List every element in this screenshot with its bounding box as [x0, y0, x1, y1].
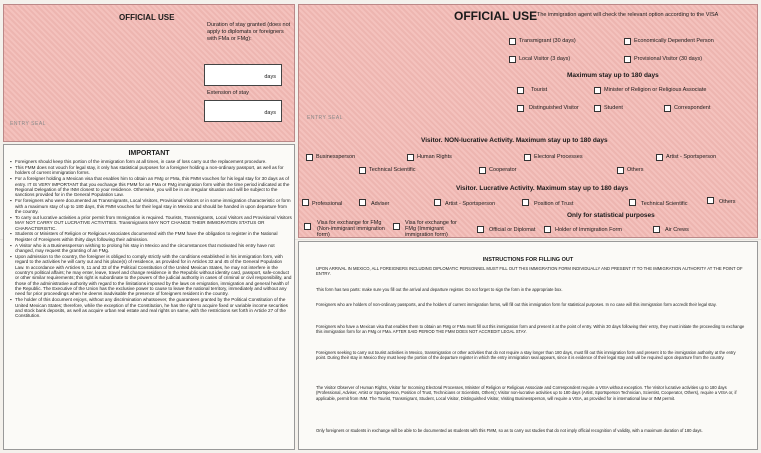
label-minister: Minister of Religion or Religious Associate — [604, 87, 707, 93]
checkbox-artist-sports-2[interactable] — [434, 199, 441, 206]
label-distinguished: Distinguished Visitor — [529, 105, 579, 111]
checkbox-student[interactable] — [594, 105, 601, 112]
label-visa-exchange-non: Visa for exchange for FMg (Non-immigrant immigration form) — [317, 220, 385, 238]
official-use-left-panel — [3, 4, 295, 142]
label-tourist: Tourist — [531, 87, 548, 93]
label-local-visitor: Local Visitor (3 days) — [519, 56, 571, 62]
important-item: ▪ This FMM does not vouch for legal stay, it only has statistical purposes for a foreigner holding a non-ordinary passport, as well as for holders of current immigration forms. — [10, 165, 292, 176]
instruction-paragraph: The Visitor Observer of Human Rights, Visitor for Incoming Electoral Processes, Minister of Religion or Religious Associate and Correspondent require a VISA without exception. The Visitor lucrative activities up to 180 days (Professional, Adviser, Artist or Sportsperson, Position of Trust, Technicians or Scientists, Others); Visitor non-lucrative activities up to 180 days (Artist, Sportsperson Technician, Scientist, Cooperator, Others), require a VISA or, if applicable, permit from INM. The Tourist, Transmigrant, Student, Local Visitor, Distinguished Visitor, Visiting Businessperson, will require a VISA, as provided for in international law or INM permit. — [316, 385, 737, 401]
important-item: ▪ For a foreigner holding a Mexican visa that enables him to obtain an FMg or FMa, this FMM vouches for his legal stay for 30 days as of entry. IT IS VERY IMPORTANT that you exchange this FMM for an FMa or FMg immigration form within the time period indicated at the Regional Delegation of the INM closest to your residence. Otherwise, you will be in an irregular situation and will be subject to the sanctions provided for in the General Population Law. — [10, 176, 292, 197]
extension-of-stay-field[interactable] — [204, 100, 282, 122]
checkbox-tourist[interactable] — [517, 87, 524, 94]
statistical-header: Only for statistical purposes — [567, 212, 655, 219]
checkbox-air-crews[interactable] — [653, 226, 660, 233]
official-use-right-title: OFFICIAL USE — [454, 9, 538, 23]
important-item: ▪ Upon admission to the country, the foreigner is obliged to comply strictly with the conditions established in his immigration form, with regard to the activities he will carry out and his place(s) of residence, as provided for in Articles 32 and 45 of the General Population Law. In accordance with Articles 9, 11 and 33 of the Political Constitution of the United Mexican States, he may not interfere in the country's political affairs; he may enter, leave, travel and change residence in the Republic without identity card, passport, safe-conduct or other similar requirements; this right is subordinate to the powers of the judicial authority in cases of criminal or civil responsibility, and those of the administrative authority with regard to the limitations imposed by the laws on emigration, immigration and general health of the Republic. The Executive of the Union has the exclusive power to cause to leave the national territory, immediately and without any need for prior proceedings when he deems inadvisable the presence of foreigners resident in the country. — [10, 254, 292, 297]
label-artist-sports-2: Artist - Sportsperson — [445, 201, 496, 207]
instruction-paragraph: Only foreigners or students in exchange will be able to be documented as students with this FMM, so as to carry out studies that do not imply official recognition of validity, with a maximum duration of 180 days. — [316, 428, 703, 433]
instruction-paragraph: UPON ARRIVAL IN MEXICO, ALL FOREIGNERS INCLUDING DIPLOMATIC PERSONNEL MUST FILL OUT THIS IMMIGRATION FORM INDIVIDUALLY AND PRESENT IT TO THE IMMIGRATION AUTHORITY AT THE POINT OF ENTRY. — [316, 266, 743, 277]
checkbox-correspondent[interactable] — [664, 105, 671, 112]
checkbox-businessperson[interactable] — [306, 154, 313, 161]
checkbox-provisional-visitor[interactable] — [624, 56, 631, 63]
label-visa-exchange-fmg: Visa for exchange for FMg (Immigrant immigration form) — [405, 220, 457, 238]
label-air-crews: Air Crews — [665, 227, 689, 233]
instruction-paragraph: This form has two parts: make sure you fill out the arrival and departure register. Do not forget to sign the form in the appropriate box. — [316, 287, 563, 292]
checkbox-minister[interactable] — [594, 87, 601, 94]
label-others-2: Others — [719, 199, 736, 205]
instruction-paragraph: Foreigners seeking to carry out tourist activities in Mexico, transmigration or other activities that do not require a stay longer than 180 days, must fill out this immigration form and present it to the immigration authority at the entry point. During their stay in Mexico they must keep the portion of the departure register in which the entry immigration seal appears, since it is evidence of their legal stay and will be required upon departure from the country. — [316, 350, 736, 361]
entry-seal-right: ENTRY SEAL — [307, 115, 343, 121]
instructions-title: INSTRUCTIONS FOR FILLING OUT — [482, 257, 574, 263]
checkbox-distinguished[interactable] — [517, 105, 524, 112]
important-item: ▪ Students or Ministers of Religion or Religious Associates documented with the FMM have the obligation to register in the National Register of Foreigners within thirty days following their admission. — [10, 231, 292, 242]
checkbox-professional[interactable] — [302, 199, 309, 206]
days-unit-1: days — [264, 74, 276, 80]
important-item: ▪ A Visitor who is a Businessperson wishing to prolong his stay in Mexico and the circumstances that motivated his entry have not changed, may request the granting of an FMg. — [10, 243, 292, 254]
entry-seal-left: ENTRY SEAL — [10, 121, 46, 127]
instructions-panel — [298, 241, 758, 450]
important-item: ▪ For foreigners who were documented as Transmigrants, Local Visitors, Provisional Visitors or in some immigration characteristic or form with a maximum stay of up to 180 days, this FMM vouches for their legal stay in Mexico and should be handed in upon departure from the country. — [10, 198, 292, 214]
label-official-diplomat: Official or Diplomat — [489, 227, 536, 233]
checkbox-position-trust[interactable] — [522, 199, 529, 206]
duration-of-stay-field[interactable] — [204, 64, 282, 86]
label-transmigrant: Transmigrant (30 days) — [519, 38, 576, 44]
label-cooperator: Cooperator — [489, 167, 517, 173]
max-stay-header: Maximum stay up to 180 days — [567, 72, 659, 79]
label-student: Student — [604, 105, 623, 111]
lucrative-header: Visitor. Lucrative Activity. Maximum stay up to 180 days — [456, 185, 629, 192]
label-electoral: Electoral Processes — [534, 154, 583, 160]
duration-of-stay-label: Duration of stay granted (does not apply to diplomats or foreigners with FMa or FMg): — [207, 22, 291, 42]
official-use-left-title: OFFICIAL USE — [119, 13, 175, 22]
checkbox-others-2[interactable] — [707, 197, 714, 204]
important-item: ▪ To carry out lucrative activities a prior permit from Immigration is required. Tourists, Transmigrants, Local Visitors and Provisional Visitors MAY NOT CARRY OUT LUCRATIVE ACTIVITIES. Transmigrants MAY NOT CHANGE THEIR IMMIGRATION STATUS OR CHARACTERISTIC. — [10, 215, 292, 231]
important-title: IMPORTANT — [128, 150, 170, 157]
checkbox-tech-sci-1[interactable] — [359, 167, 366, 174]
label-tech-sci-1: Technical Scientific — [369, 167, 416, 173]
extension-of-stay-label: Extension of stay — [207, 90, 249, 96]
days-unit-2: days — [264, 110, 276, 116]
checkbox-tech-sci-2[interactable] — [629, 199, 636, 206]
checkbox-cooperator[interactable] — [479, 167, 486, 174]
checkbox-electoral[interactable] — [524, 154, 531, 161]
instruction-paragraph: Foreigners who have a Mexican visa that enables them to obtain an FMg or FMa must fill out this immigration form and present it at the point of entry. Within 30 days following their entry, they must initiate the proceeding to exchange this immigration form for an FMg or FMa. AFTER SAID PERIOD THE FMM DOES NOT ACCREDIT LEGAL STAY. — [316, 324, 745, 335]
label-provisional-visitor: Provisional Visitor (30 days) — [634, 56, 703, 62]
label-position-trust: Position of Trust — [534, 201, 574, 207]
label-artist-sports-1: Artist - Sportsperson — [666, 154, 717, 160]
label-holder: Holder of Immigration Form — [555, 227, 622, 233]
instruction-paragraph: Foreigners who are holders of non-ordinary passports, and the holders of current immigration forms, will fill out this immigration form for statistical purposes. In no case will this immigration form accredit their legal stay. — [316, 302, 717, 307]
visa-instruction: The immigration agent will check the relevant option according to the VISA — [537, 12, 719, 18]
checkbox-holder[interactable] — [544, 226, 551, 233]
nonlucrative-header: Visitor. NON-lucrative Activity. Maximum stay up to 180 days — [421, 137, 608, 144]
important-panel — [3, 144, 295, 450]
label-tech-sci-2: Technical Scientific — [641, 201, 688, 207]
label-econ-dependent: Economically Dependent Person — [634, 38, 714, 44]
checkbox-local-visitor[interactable] — [509, 56, 516, 63]
checkbox-visa-exchange-non[interactable] — [304, 223, 311, 230]
checkbox-transmigrant[interactable] — [509, 38, 516, 45]
label-professional: Professional — [312, 201, 343, 207]
label-adviser: Adviser — [371, 201, 390, 207]
checkbox-visa-exchange-fmg[interactable] — [393, 223, 400, 230]
important-list — [10, 159, 292, 319]
official-use-right-panel — [298, 4, 758, 238]
checkbox-adviser[interactable] — [359, 199, 366, 206]
checkbox-others-1[interactable] — [617, 167, 624, 174]
important-item: ▪ The holder of this document enjoys, without any discrimination whatsoever, the guarantees granted by the Political Constitution of the United Mexican States; therefore, while the exception of the Constitution, he has the right to acquire fixed or variable income securities and stock bank deposits, as well as acquire urban real estate and real rights on same, with the restrictions set forth in Article 27 of the Constitution. — [10, 297, 292, 318]
label-others-1: Others — [627, 167, 644, 173]
checkbox-human-rights[interactable] — [407, 154, 414, 161]
checkbox-official-diplomat[interactable] — [477, 226, 484, 233]
checkbox-artist-sports-1[interactable] — [656, 154, 663, 161]
checkbox-econ-dependent[interactable] — [624, 38, 631, 45]
label-human-rights: Human Rights — [417, 154, 452, 160]
label-correspondent: Correspondent — [674, 105, 711, 111]
important-item: ▪ Foreigners should keep this portion of the immigration form at all times, in case of loss carry out the replacement procedure. — [10, 159, 292, 164]
label-businessperson: Businessperson — [316, 154, 356, 160]
